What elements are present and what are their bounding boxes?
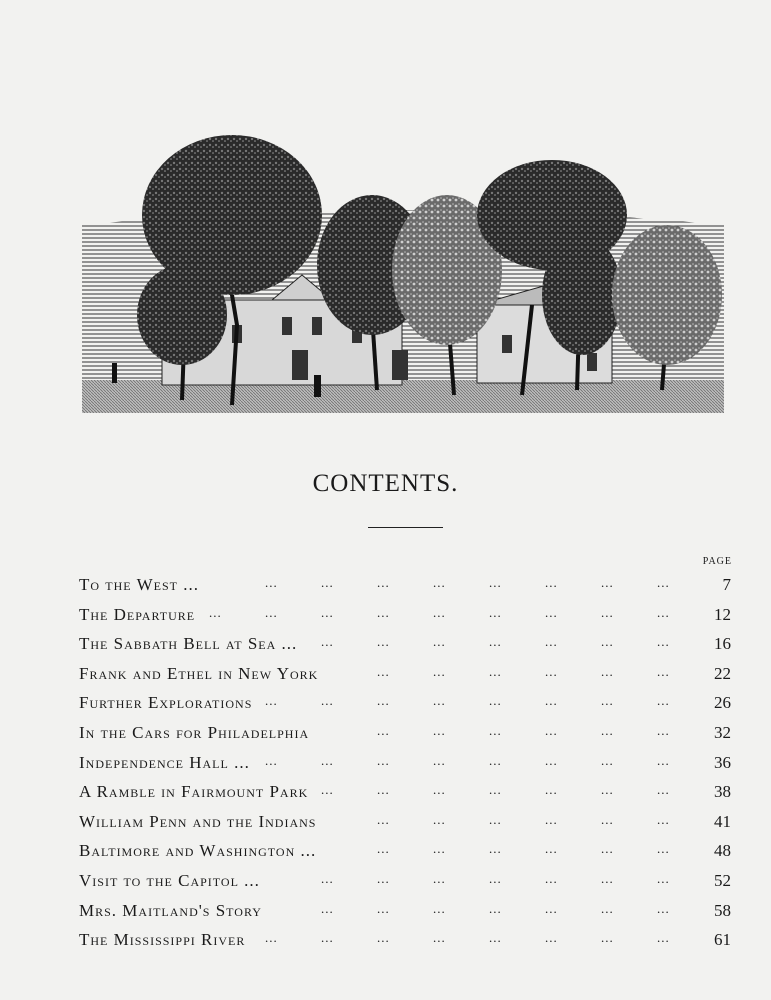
leader-dot-group: ... bbox=[377, 870, 390, 886]
leader-dot-group: ... bbox=[601, 841, 614, 857]
leader-dot-group: ... bbox=[657, 634, 670, 650]
leader-dot-group: ... bbox=[545, 604, 558, 620]
leader-dot-group: ... bbox=[489, 575, 502, 590]
leader-dot-group: ... bbox=[489, 722, 502, 738]
leader-dot-group: ... bbox=[321, 575, 334, 590]
leader-dot-group: ... bbox=[601, 900, 614, 916]
building-engraving bbox=[82, 125, 724, 413]
toc-entry[interactable] bbox=[79, 777, 731, 807]
leader-dot-group: ... bbox=[601, 575, 614, 590]
leader-dots bbox=[79, 627, 699, 657]
toc-entry[interactable] bbox=[79, 688, 731, 718]
toc-entry-page: 48 bbox=[714, 841, 731, 861]
leader-dot-group: ... bbox=[377, 663, 390, 679]
leader-dot-group: ... bbox=[265, 752, 278, 768]
leader-dot-group: ... bbox=[489, 752, 502, 768]
toc-entry-title: The Sabbath Bell at Sea ... bbox=[79, 634, 298, 654]
leader-dot-group: ... bbox=[489, 841, 502, 857]
toc-entry-title: Mrs. Maitland's Story bbox=[79, 900, 262, 920]
toc-entry-page: 52 bbox=[714, 870, 731, 890]
leader-dot-group: ... bbox=[601, 722, 614, 738]
leader-dot-group: ... bbox=[321, 930, 334, 946]
leader-dot-group: ... bbox=[601, 634, 614, 650]
leader-dot-group: ... bbox=[265, 693, 278, 709]
toc-entry-title: To the West ... bbox=[79, 575, 199, 594]
leader-dot-group: ... bbox=[321, 870, 334, 886]
toc-entry-title: William Penn and the Indians bbox=[79, 811, 317, 831]
toc-entry-page: 22 bbox=[714, 663, 731, 683]
contents-title: CONTENTS. bbox=[312, 470, 459, 497]
leader-dot-group: ... bbox=[489, 782, 502, 798]
leader-dot-group: ... bbox=[377, 604, 390, 620]
leader-dot-group: ... bbox=[489, 663, 502, 679]
leader-dots bbox=[79, 923, 699, 953]
leader-dot-group: ... bbox=[657, 575, 670, 590]
toc-entry[interactable] bbox=[79, 866, 731, 896]
leader-dot-group: ... bbox=[433, 841, 446, 857]
leader-dot-group: ... bbox=[657, 752, 670, 768]
leader-dot-group: ... bbox=[433, 811, 446, 827]
leader-dot-group: ... bbox=[377, 930, 390, 946]
leader-dot-group: ... bbox=[377, 811, 390, 827]
toc-entry[interactable] bbox=[79, 718, 731, 748]
toc-entry-page: 12 bbox=[714, 604, 731, 624]
leader-dot-group: ... bbox=[377, 782, 390, 798]
leader-dot-group: ... bbox=[377, 634, 390, 650]
leader-dot-group: ... bbox=[545, 782, 558, 798]
toc-entry-page: 32 bbox=[714, 722, 731, 742]
toc-entry[interactable] bbox=[79, 925, 731, 955]
leader-dots bbox=[79, 598, 699, 628]
leader-dot-group: ... bbox=[321, 752, 334, 768]
leader-dot-group: ... bbox=[433, 900, 446, 916]
leader-dot-group: ... bbox=[545, 900, 558, 916]
leader-dot-group: ... bbox=[657, 693, 670, 709]
leader-dot-group: ... bbox=[601, 782, 614, 798]
leader-dot-group: ... bbox=[545, 811, 558, 827]
leader-dot-group: ... bbox=[489, 693, 502, 709]
leader-dot-group: ... bbox=[321, 693, 334, 709]
leader-dot-group: ... bbox=[321, 782, 334, 798]
leader-dots bbox=[79, 894, 699, 924]
leader-dot-group: ... bbox=[377, 900, 390, 916]
leader-dots bbox=[79, 568, 699, 598]
leader-dot-group: ... bbox=[377, 841, 390, 857]
table-of-contents bbox=[79, 570, 731, 955]
toc-entry[interactable] bbox=[79, 600, 731, 630]
toc-entry[interactable] bbox=[79, 836, 731, 866]
leader-dots bbox=[79, 686, 699, 716]
leader-dot-group: ... bbox=[433, 663, 446, 679]
toc-entry-title: Independence Hall ... bbox=[79, 752, 250, 772]
leader-dot-group: ... bbox=[433, 752, 446, 768]
leader-dot-group: ... bbox=[545, 930, 558, 946]
leader-dot-group: ... bbox=[601, 811, 614, 827]
leader-dot-group: ... bbox=[377, 752, 390, 768]
leader-dot-group: ... bbox=[657, 811, 670, 827]
toc-entry-title: The Mississippi River bbox=[79, 930, 246, 950]
leader-dot-group: ... bbox=[601, 930, 614, 946]
toc-entry-page: 61 bbox=[714, 930, 731, 950]
leader-dot-group: ... bbox=[489, 870, 502, 886]
leader-dots bbox=[79, 805, 699, 835]
leader-dot-group: ... bbox=[657, 722, 670, 738]
toc-entry-title: In the Cars for Philadelphia bbox=[79, 722, 310, 742]
leader-dot-group: ... bbox=[545, 693, 558, 709]
leader-dot-group: ... bbox=[545, 841, 558, 857]
leader-dot-group: ... bbox=[321, 900, 334, 916]
leader-dot-group: ... bbox=[601, 693, 614, 709]
leader-dot-group: ... bbox=[657, 930, 670, 946]
leader-dot-group: ... bbox=[657, 604, 670, 620]
leader-dot-group: ... bbox=[265, 575, 278, 590]
leader-dot-group: ... bbox=[265, 604, 278, 620]
leader-dot-group: ... bbox=[489, 811, 502, 827]
toc-entry-page: 36 bbox=[714, 752, 731, 772]
leader-dot-group: ... bbox=[545, 722, 558, 738]
toc-entry-title: A Ramble in Fairmount Park bbox=[79, 782, 309, 802]
leader-dot-group: ... bbox=[601, 870, 614, 886]
leader-dot-group: ... bbox=[265, 930, 278, 946]
leader-dot-group: ... bbox=[377, 722, 390, 738]
toc-entry-title: Frank and Ethel in New York bbox=[79, 663, 319, 683]
leader-dot-group: ... bbox=[545, 634, 558, 650]
leader-dot-group: ... bbox=[433, 693, 446, 709]
leader-dot-group: ... bbox=[545, 752, 558, 768]
leader-dot-group: ... bbox=[545, 663, 558, 679]
leader-dot-group: ... bbox=[321, 604, 334, 620]
toc-entry[interactable] bbox=[79, 659, 731, 689]
leader-dots bbox=[79, 834, 699, 864]
toc-entry-title: Visit to the Capitol ... bbox=[79, 870, 260, 890]
leader-dot-group: ... bbox=[433, 930, 446, 946]
leader-dot-group: ... bbox=[601, 604, 614, 620]
leader-dot-group: ... bbox=[657, 870, 670, 886]
toc-entry-page: 26 bbox=[714, 693, 731, 713]
title-divider bbox=[368, 527, 443, 528]
leader-dot-group: ... bbox=[601, 752, 614, 768]
leader-dot-group: ... bbox=[489, 604, 502, 620]
leader-dot-group: ... bbox=[433, 634, 446, 650]
toc-entry-title: The Departure bbox=[79, 604, 196, 624]
leader-dot-group: ... bbox=[657, 663, 670, 679]
leader-dot-group: ... bbox=[657, 900, 670, 916]
leader-dot-group: ... bbox=[433, 604, 446, 620]
leader-dot-group: ... bbox=[377, 575, 390, 590]
toc-entry[interactable] bbox=[79, 629, 731, 659]
toc-entry-title: Further Explorations bbox=[79, 693, 253, 713]
leader-dot-group: ... bbox=[489, 930, 502, 946]
leader-dot-group: ... bbox=[657, 782, 670, 798]
toc-entry-page: 38 bbox=[714, 782, 731, 802]
leader-dot-group: ... bbox=[433, 575, 446, 590]
leader-dot-group: ... bbox=[545, 575, 558, 590]
leader-dot-group: ... bbox=[545, 870, 558, 886]
page-column-heading: PAGE bbox=[702, 556, 732, 567]
toc-entry[interactable] bbox=[79, 807, 731, 837]
toc-entry[interactable] bbox=[79, 896, 731, 926]
toc-entry-page: 7 bbox=[722, 575, 731, 594]
leader-dot-group: ... bbox=[321, 634, 334, 650]
leader-dot-group: ... bbox=[209, 604, 222, 620]
toc-entry[interactable] bbox=[79, 748, 731, 778]
leader-dot-group: ... bbox=[433, 722, 446, 738]
leader-dot-group: ... bbox=[433, 782, 446, 798]
toc-entry-page: 41 bbox=[714, 811, 731, 831]
leader-dot-group: ... bbox=[657, 841, 670, 857]
toc-entry-page: 58 bbox=[714, 900, 731, 920]
leader-dots bbox=[79, 657, 699, 687]
toc-entry-title: Baltimore and Washington ... bbox=[79, 841, 317, 861]
leader-dots bbox=[79, 716, 699, 746]
leader-dot-group: ... bbox=[377, 693, 390, 709]
toc-entry[interactable] bbox=[79, 570, 731, 600]
leader-dot-group: ... bbox=[489, 900, 502, 916]
leader-dot-group: ... bbox=[433, 870, 446, 886]
leader-dot-group: ... bbox=[601, 663, 614, 679]
leader-dots bbox=[79, 746, 699, 776]
leader-dots bbox=[79, 864, 699, 894]
toc-entry-page: 16 bbox=[714, 634, 731, 654]
leader-dot-group: ... bbox=[489, 634, 502, 650]
leader-dots bbox=[79, 775, 699, 805]
